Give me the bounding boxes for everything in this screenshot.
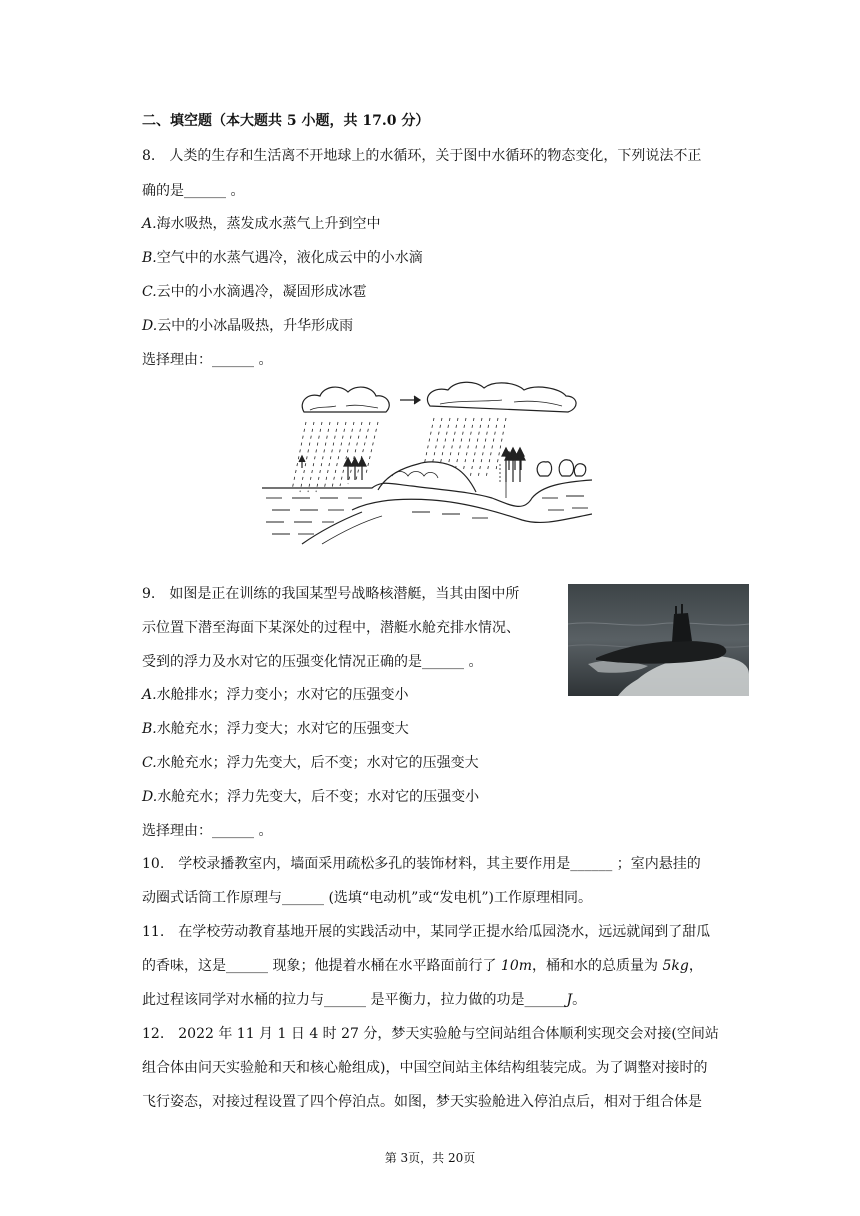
page-footer: 第 3页，共 20页 <box>384 1151 476 1165</box>
q9-stem-line2: 示位置下潜至海面下某深处的过程中，潜艇水舱充排水情况、 <box>142 620 520 636</box>
q8-reason: 选择理由：______ 。 <box>142 352 273 368</box>
q10-stem-line1: 10. 学校录播教室内，墙面采用疏松多孔的装饰材料，其主要作用是______ ；室内悬挂的 <box>142 856 701 872</box>
option-letter: D. <box>142 789 158 805</box>
option-letter: C. <box>142 755 157 771</box>
q8-option-c <box>142 282 367 302</box>
q8-option-b <box>142 248 423 268</box>
q12-stem-line1: 12. 2022 年 11 月 1 日 4 时 27 分，梦天实验舱与空间站组合体顺利实现交会对接(空间站 <box>142 1026 719 1042</box>
q10-stem-line2: 动圈式话筒工作原理与______ (选填“电动机”或“发电机”)工作原理相同。 <box>142 890 593 906</box>
option-letter: D. <box>142 318 158 334</box>
option-text: 水舱排水；浮力变小；水对它的压强变小 <box>156 687 409 703</box>
distance-value: 10m <box>500 958 532 974</box>
option-text: 空气中的水蒸气遇冷，液化成云中的小水滴 <box>156 250 423 266</box>
option-text: 海水吸热，蒸发成水蒸气上升到空中 <box>156 216 381 232</box>
section-title: 二、填空题（本大题共 5 小题，共 17.0 分） <box>142 113 430 129</box>
q8-stem-line1: 8. 人类的生存和生活离不开地球上的水循环，关于图中水循环的物态变化，下列说法不正 <box>142 148 702 164</box>
q9-option-b <box>142 719 409 739</box>
q12-stem-line3: 飞行姿态，对接过程设置了四个停泊点。如图，梦天实验舱进入停泊点后，相对于组合体是 <box>142 1094 702 1110</box>
option-text: 云中的小水滴遇冷，凝固形成冰雹 <box>156 284 367 300</box>
q11-text: 的香味，这是______ 现象；他提着水桶在水平路面前行了 <box>142 958 501 974</box>
q11-text: ，桶和水的总质量为 <box>532 958 663 974</box>
q9-reason: 选择理由：______ 。 <box>142 823 273 839</box>
option-letter: A. <box>142 216 157 232</box>
q11-text: 此过程该同学对水桶的拉力与______ 是平衡力，拉力做的功是______ <box>142 992 567 1008</box>
q12-stem-line2: 组合体由问天实验舱和天和核心舱组成)，中国空间站主体结构组装完成。为了调整对接时的 <box>142 1060 708 1076</box>
option-letter: B. <box>142 721 157 737</box>
q11-stem-line3 <box>142 990 586 1010</box>
q11-text: 。 <box>572 992 587 1008</box>
q9-stem-line3: 受到的浮力及水对它的压强变化情况正确的是______ 。 <box>142 654 483 670</box>
option-letter: A. <box>142 687 157 703</box>
water-cycle-figure <box>262 380 592 545</box>
q11-text: ， <box>688 958 703 974</box>
option-letter: B. <box>142 250 157 266</box>
q8-option-d <box>142 316 353 336</box>
q11-stem-line2 <box>142 956 703 976</box>
option-letter: C. <box>142 284 157 300</box>
q8-option-a <box>142 214 381 234</box>
q9-option-a <box>142 685 409 705</box>
q11-stem-line1: 11. 在学校劳动教育基地开展的实践活动中，某同学正提水给瓜园浇水，远远就闻到了甜瓜 <box>142 924 711 940</box>
q8-stem-line2: 确的是______ 。 <box>142 183 245 199</box>
work-unit: J <box>566 992 573 1008</box>
option-text: 水舱充水；浮力先变大，后不变；水对它的压强变大 <box>156 755 479 771</box>
q9-stem-line1: 9. 如图是正在训练的我国某型号战略核潜艇，当其由图中所 <box>142 586 520 602</box>
mass-value: 5kg <box>662 958 689 974</box>
option-text: 水舱充水；浮力先变大，后不变；水对它的压强变小 <box>157 789 480 805</box>
option-text: 云中的小冰晶吸热，升华形成雨 <box>157 318 354 334</box>
submarine-photo <box>568 584 749 696</box>
q9-option-d <box>142 787 479 807</box>
option-text: 水舱充水；浮力变大；水对它的压强变大 <box>156 721 409 737</box>
q9-option-c <box>142 753 479 773</box>
